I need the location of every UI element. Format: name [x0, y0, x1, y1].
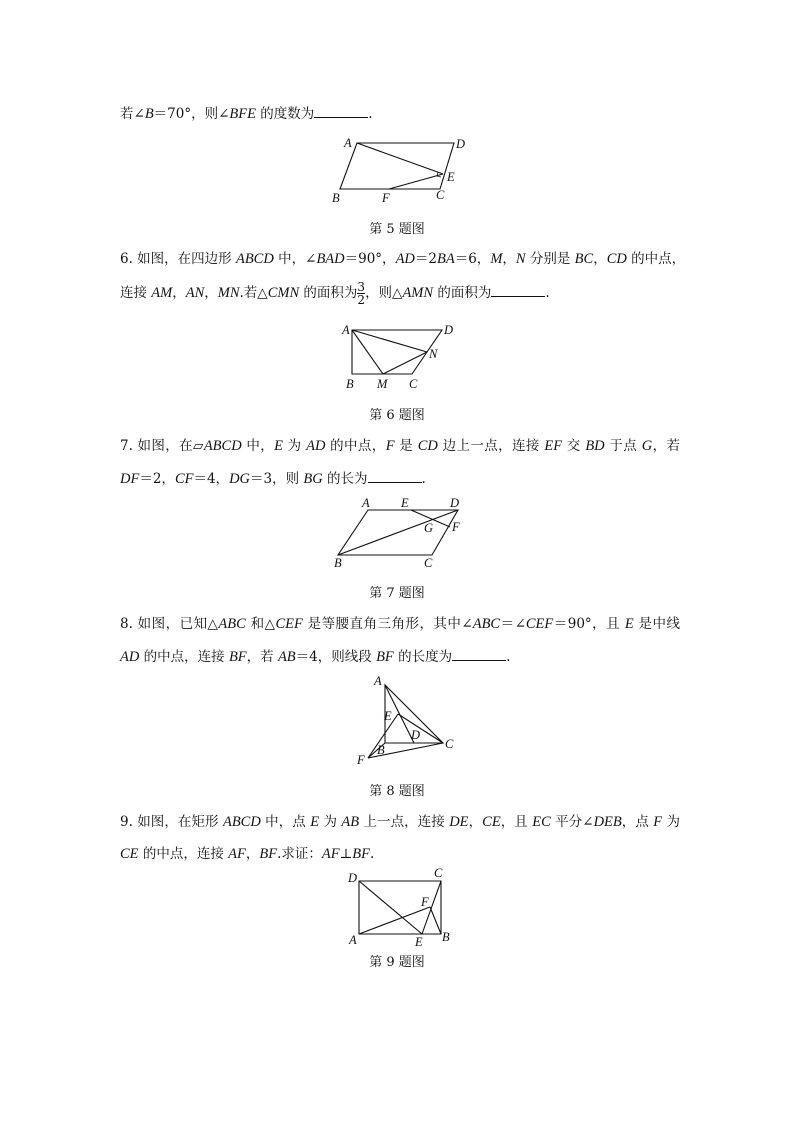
label-c: C: [424, 556, 433, 570]
label-m: M: [377, 377, 388, 391]
math-symbol: BF: [376, 649, 394, 665]
math-symbol: BF: [228, 649, 247, 665]
text-segment: 的度数为: [256, 106, 315, 122]
text-segment: 的中点，: [325, 438, 386, 454]
math-symbol: BG: [303, 471, 323, 487]
text-segment: ＝70°，则∠: [153, 106, 230, 122]
text-segment: 中，点: [260, 814, 311, 830]
text-segment: ＝90°，且: [553, 616, 625, 632]
figure-8: [356, 674, 454, 767]
math-symbol: BF: [259, 846, 278, 862]
math-symbol: E: [274, 438, 283, 454]
label-b: B: [332, 191, 340, 205]
text-segment: 为: [282, 438, 307, 454]
math-symbol: DG: [229, 471, 251, 487]
math-symbol: AD: [395, 251, 415, 267]
math-symbol: BFE: [229, 106, 256, 122]
label-a: A: [344, 136, 352, 150]
figure-7: [334, 496, 460, 570]
math-symbol: AB: [277, 649, 296, 665]
math-symbol: AMN: [402, 285, 434, 301]
segment-ae: [357, 143, 443, 174]
text-segment: .若△: [239, 285, 268, 301]
math-symbol: BAD: [316, 251, 345, 267]
text-segment: ，: [204, 285, 218, 301]
figure-9: [347, 866, 450, 949]
text-segment: ＝2，: [139, 471, 175, 487]
math-symbol: CEF: [275, 616, 303, 632]
text-segment: .求证：: [277, 846, 322, 862]
text-segment: 的中点，: [626, 251, 686, 267]
segment-ec: [398, 714, 443, 743]
text-segment: ，: [245, 846, 260, 862]
text-segment: 9. 如图，在矩形: [120, 814, 223, 830]
text-segment: .: [506, 649, 511, 665]
label-a: A: [349, 933, 357, 947]
text-segment: ，: [593, 251, 607, 267]
text-segment: ，: [172, 285, 186, 301]
math-symbol: CE: [120, 846, 139, 862]
text-segment: ＝3，则: [250, 471, 304, 487]
math-symbol: EF: [544, 438, 563, 454]
text-segment: 的长为: [322, 471, 368, 487]
label-e: E: [384, 709, 392, 723]
math-symbol: CEF: [525, 616, 554, 632]
math-symbol: G: [641, 438, 653, 454]
label-e: E: [415, 935, 423, 949]
math-symbol: CD: [417, 438, 438, 454]
label-a: A: [362, 496, 370, 510]
math-symbol: AN: [185, 285, 205, 301]
math-symbol: AF: [228, 846, 246, 862]
math-symbol: CE: [482, 814, 501, 830]
text-segment: 中，: [241, 438, 275, 454]
text-segment: ，且: [500, 814, 533, 830]
text-segment: 为: [319, 814, 342, 830]
label-f: F: [357, 753, 365, 767]
math-symbol: AF: [321, 846, 340, 862]
math-symbol: CF: [174, 471, 194, 487]
math-symbol: BD: [585, 438, 605, 454]
math-symbol: ABCD: [235, 251, 274, 267]
text-segment: 上一点，连接: [359, 814, 450, 830]
label-c: C: [434, 866, 443, 880]
text-segment: 为: [662, 814, 681, 830]
label-a: A: [374, 674, 382, 688]
math-symbol: EC: [532, 814, 551, 830]
math-symbol: MN: [217, 285, 240, 301]
segment-fb: [430, 907, 441, 934]
math-symbol: ABCD: [222, 814, 261, 830]
text-segment: ⊥: [339, 846, 353, 862]
text-segment: 的长度为: [393, 649, 453, 665]
text-segment: 连接: [120, 285, 152, 301]
text-segment: 若∠: [120, 106, 145, 122]
math-symbol: E: [624, 616, 634, 632]
text-segment: 的中点，连接: [138, 846, 229, 862]
label-d: D: [456, 137, 466, 151]
math-symbol: CD: [606, 251, 627, 267]
text-segment: .: [370, 846, 375, 862]
fraction-numerator: 3: [357, 280, 366, 294]
fig9-caption: 第 9 题图: [369, 955, 425, 970]
fig6-caption: 第 6 题图: [369, 408, 425, 423]
math-symbol: DEB: [593, 814, 622, 830]
label-f: F: [382, 191, 390, 205]
text-segment: 的中点，连接: [139, 649, 229, 665]
figure-5: [332, 136, 465, 205]
text-segment: ＝4，: [193, 471, 230, 487]
text-segment: 的面积为: [433, 285, 492, 301]
math-symbol: AB: [341, 814, 360, 830]
segment-am: [352, 330, 383, 374]
segment-an: [352, 330, 427, 352]
text-segment: 是: [394, 438, 418, 454]
label-c: C: [436, 188, 445, 202]
text-segment: 交: [562, 438, 586, 454]
math-symbol: F: [653, 814, 663, 830]
fraction-denominator: 2: [357, 293, 366, 307]
math-symbol: AD: [120, 649, 140, 665]
label-f: F: [452, 520, 460, 534]
label-a: A: [342, 323, 350, 337]
math-symbol: CMN: [267, 285, 300, 301]
segment-de: [359, 881, 422, 934]
math-symbol: ABC: [472, 616, 501, 632]
math-symbol: AD: [306, 438, 326, 454]
text-segment: ，若: [652, 438, 680, 454]
text-segment: ，点: [621, 814, 654, 830]
math-symbol: BC: [574, 251, 594, 267]
label-f: F: [421, 895, 429, 909]
label-b: B: [377, 743, 385, 757]
math-symbol: ABCD: [203, 438, 242, 454]
label-d: D: [411, 728, 421, 742]
text-segment: ＝4，则线段: [295, 649, 377, 665]
label-b: B: [346, 377, 354, 391]
figure-6: [341, 323, 453, 391]
math-symbol: AM: [151, 285, 173, 301]
text-segment: 的面积为: [299, 285, 358, 301]
segment-ef: [389, 174, 443, 189]
text-segment: ，则△: [365, 285, 403, 301]
math-symbol: BF: [352, 846, 370, 862]
label-e: E: [401, 496, 409, 510]
text-segment: ＝2: [414, 251, 437, 267]
label-b: B: [334, 556, 342, 570]
text-segment: ，若: [246, 649, 278, 665]
math-symbol: ABC: [218, 616, 246, 632]
math-symbol: F: [385, 438, 395, 454]
label-g: G: [424, 521, 434, 535]
label-d: D: [444, 323, 454, 337]
text-segment: 分别是: [525, 251, 575, 267]
label-c: C: [409, 377, 418, 391]
text-segment: 中，∠: [273, 251, 317, 267]
label-c: C: [445, 737, 454, 751]
text-segment: .: [421, 471, 426, 487]
math-symbol: M: [490, 251, 503, 267]
text-segment: 8. 如图，已知△: [120, 616, 219, 632]
label-d: D: [348, 871, 358, 885]
label-b: B: [442, 930, 450, 944]
text-segment: ＝∠: [500, 616, 526, 632]
fig7-caption: 第 7 题图: [369, 586, 425, 601]
text-segment: .: [545, 285, 550, 301]
math-symbol: DE: [449, 814, 469, 830]
text-segment: ＝6，: [454, 251, 491, 267]
math-symbol: E: [310, 814, 320, 830]
text-segment: 边上一点，连接: [437, 438, 545, 454]
segment-mn: [383, 352, 427, 374]
fig5-caption: 第 5 题图: [369, 222, 425, 237]
math-symbol: B: [144, 106, 154, 122]
math-symbol: N: [515, 251, 526, 267]
text-segment: ，: [468, 814, 483, 830]
text-segment: 是等腰直角三角形，其中∠: [302, 616, 473, 632]
text-segment: 和△: [245, 616, 276, 632]
text-segment: 6. 如图，在四边形: [120, 251, 236, 267]
label-n: N: [429, 347, 438, 361]
label-e: E: [447, 170, 455, 184]
text-segment: 于点: [604, 438, 642, 454]
text-segment: .: [368, 106, 373, 122]
fig8-caption: 第 8 题图: [369, 784, 425, 799]
text-segment: ，: [502, 251, 516, 267]
segment-bd: [338, 510, 458, 555]
parallelogram-abcd: [340, 143, 454, 189]
math-symbol: DF: [120, 471, 140, 487]
math-symbol: BA: [437, 251, 455, 267]
text-segment: 7. 如图，在▱: [120, 438, 204, 454]
label-d: D: [450, 496, 460, 510]
text-segment: ＝90°，: [344, 251, 396, 267]
text-segment: 是中线: [633, 616, 680, 632]
text-segment: 平分∠: [550, 814, 594, 830]
